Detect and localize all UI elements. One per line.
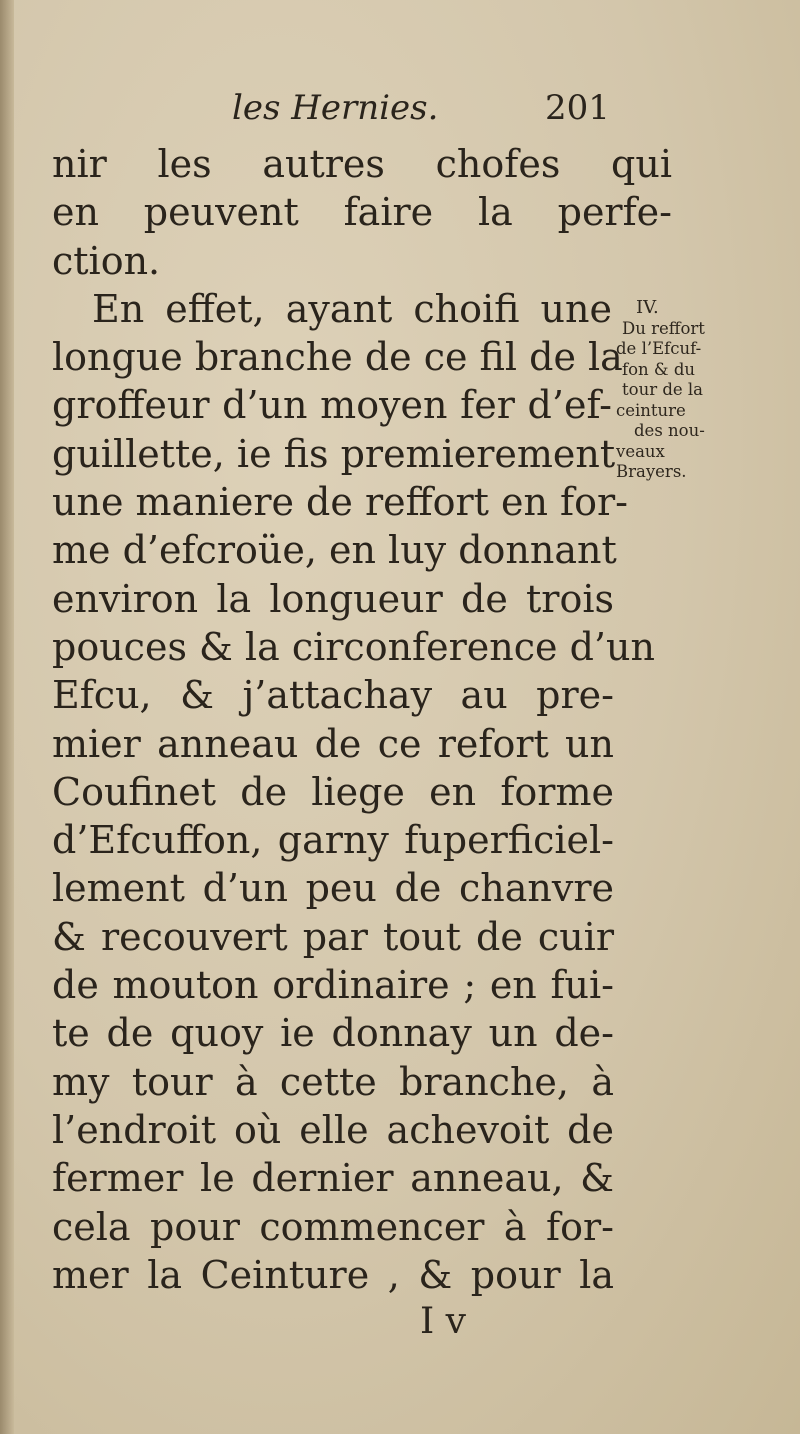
text-line: Coufinet de liege en forme — [52, 769, 614, 814]
margin-note-line: tour de la — [622, 380, 704, 399]
margin-note-line: fon & du — [622, 359, 696, 379]
text-line: te de quoy ie donnay un de- — [52, 1011, 614, 1056]
text-line: longue branche de ce fil de la — [52, 335, 623, 380]
text-line: mer la Ceinture , & pour la — [52, 1252, 614, 1297]
text-line: pouces & la circonference d’un — [52, 624, 655, 669]
text-line: & recouvert par tout de cuir — [52, 914, 614, 959]
text-line: l’endroit où elle achevoit de — [52, 1107, 614, 1152]
text-line: en peuvent faire la perfe- — [52, 190, 672, 235]
margin-note-number: IV. — [636, 297, 659, 318]
running-title: les Hernies. — [232, 88, 439, 128]
text-line: mier anneau de ce refort un — [52, 721, 614, 766]
margin-note-line: des nou- — [634, 421, 705, 440]
text-line: d’Efcuffon, garny fuperficiel- — [52, 818, 614, 863]
text-line: me d’efcroüe, en luy donnant — [52, 528, 617, 573]
page-spine-shadow — [0, 0, 14, 1434]
text-line: environ la longueur de trois — [52, 576, 614, 621]
text-line: guillette, ie fis premierement — [52, 431, 616, 476]
signature-mark: I v — [420, 1301, 467, 1342]
text-line: groffeur d’un moyen fer d’ef- — [52, 383, 612, 428]
page-header — [0, 88, 800, 138]
margin-note-line: Du reffort — [622, 318, 705, 338]
text-line: nir les autres chofes qui — [52, 142, 672, 186]
margin-note-line: Brayers. — [616, 462, 687, 481]
margin-note-line: de l’Efcuf- — [616, 339, 702, 358]
margin-note — [616, 298, 746, 483]
text-line: fermer le dernier anneau, & — [52, 1156, 614, 1201]
margin-note-line: veaux — [616, 441, 665, 461]
text-line: my tour à cette branche, à — [52, 1059, 614, 1104]
margin-note-line: ceinture — [616, 400, 686, 420]
text-line: ction. — [52, 238, 161, 283]
text-line: En effet, ayant choifi une — [92, 286, 612, 331]
text-line: lement d’un peu de chanvre — [52, 866, 614, 911]
text-line: de mouton ordinaire ; en fui- — [52, 963, 614, 1008]
text-line: cela pour commencer à for- — [52, 1204, 614, 1249]
text-line: une maniere de reffort en for- — [52, 480, 628, 525]
text-line: Efcu, & j’attachay au pre- — [52, 673, 614, 718]
page-number: 201 — [545, 88, 610, 128]
body-text — [52, 140, 672, 1299]
